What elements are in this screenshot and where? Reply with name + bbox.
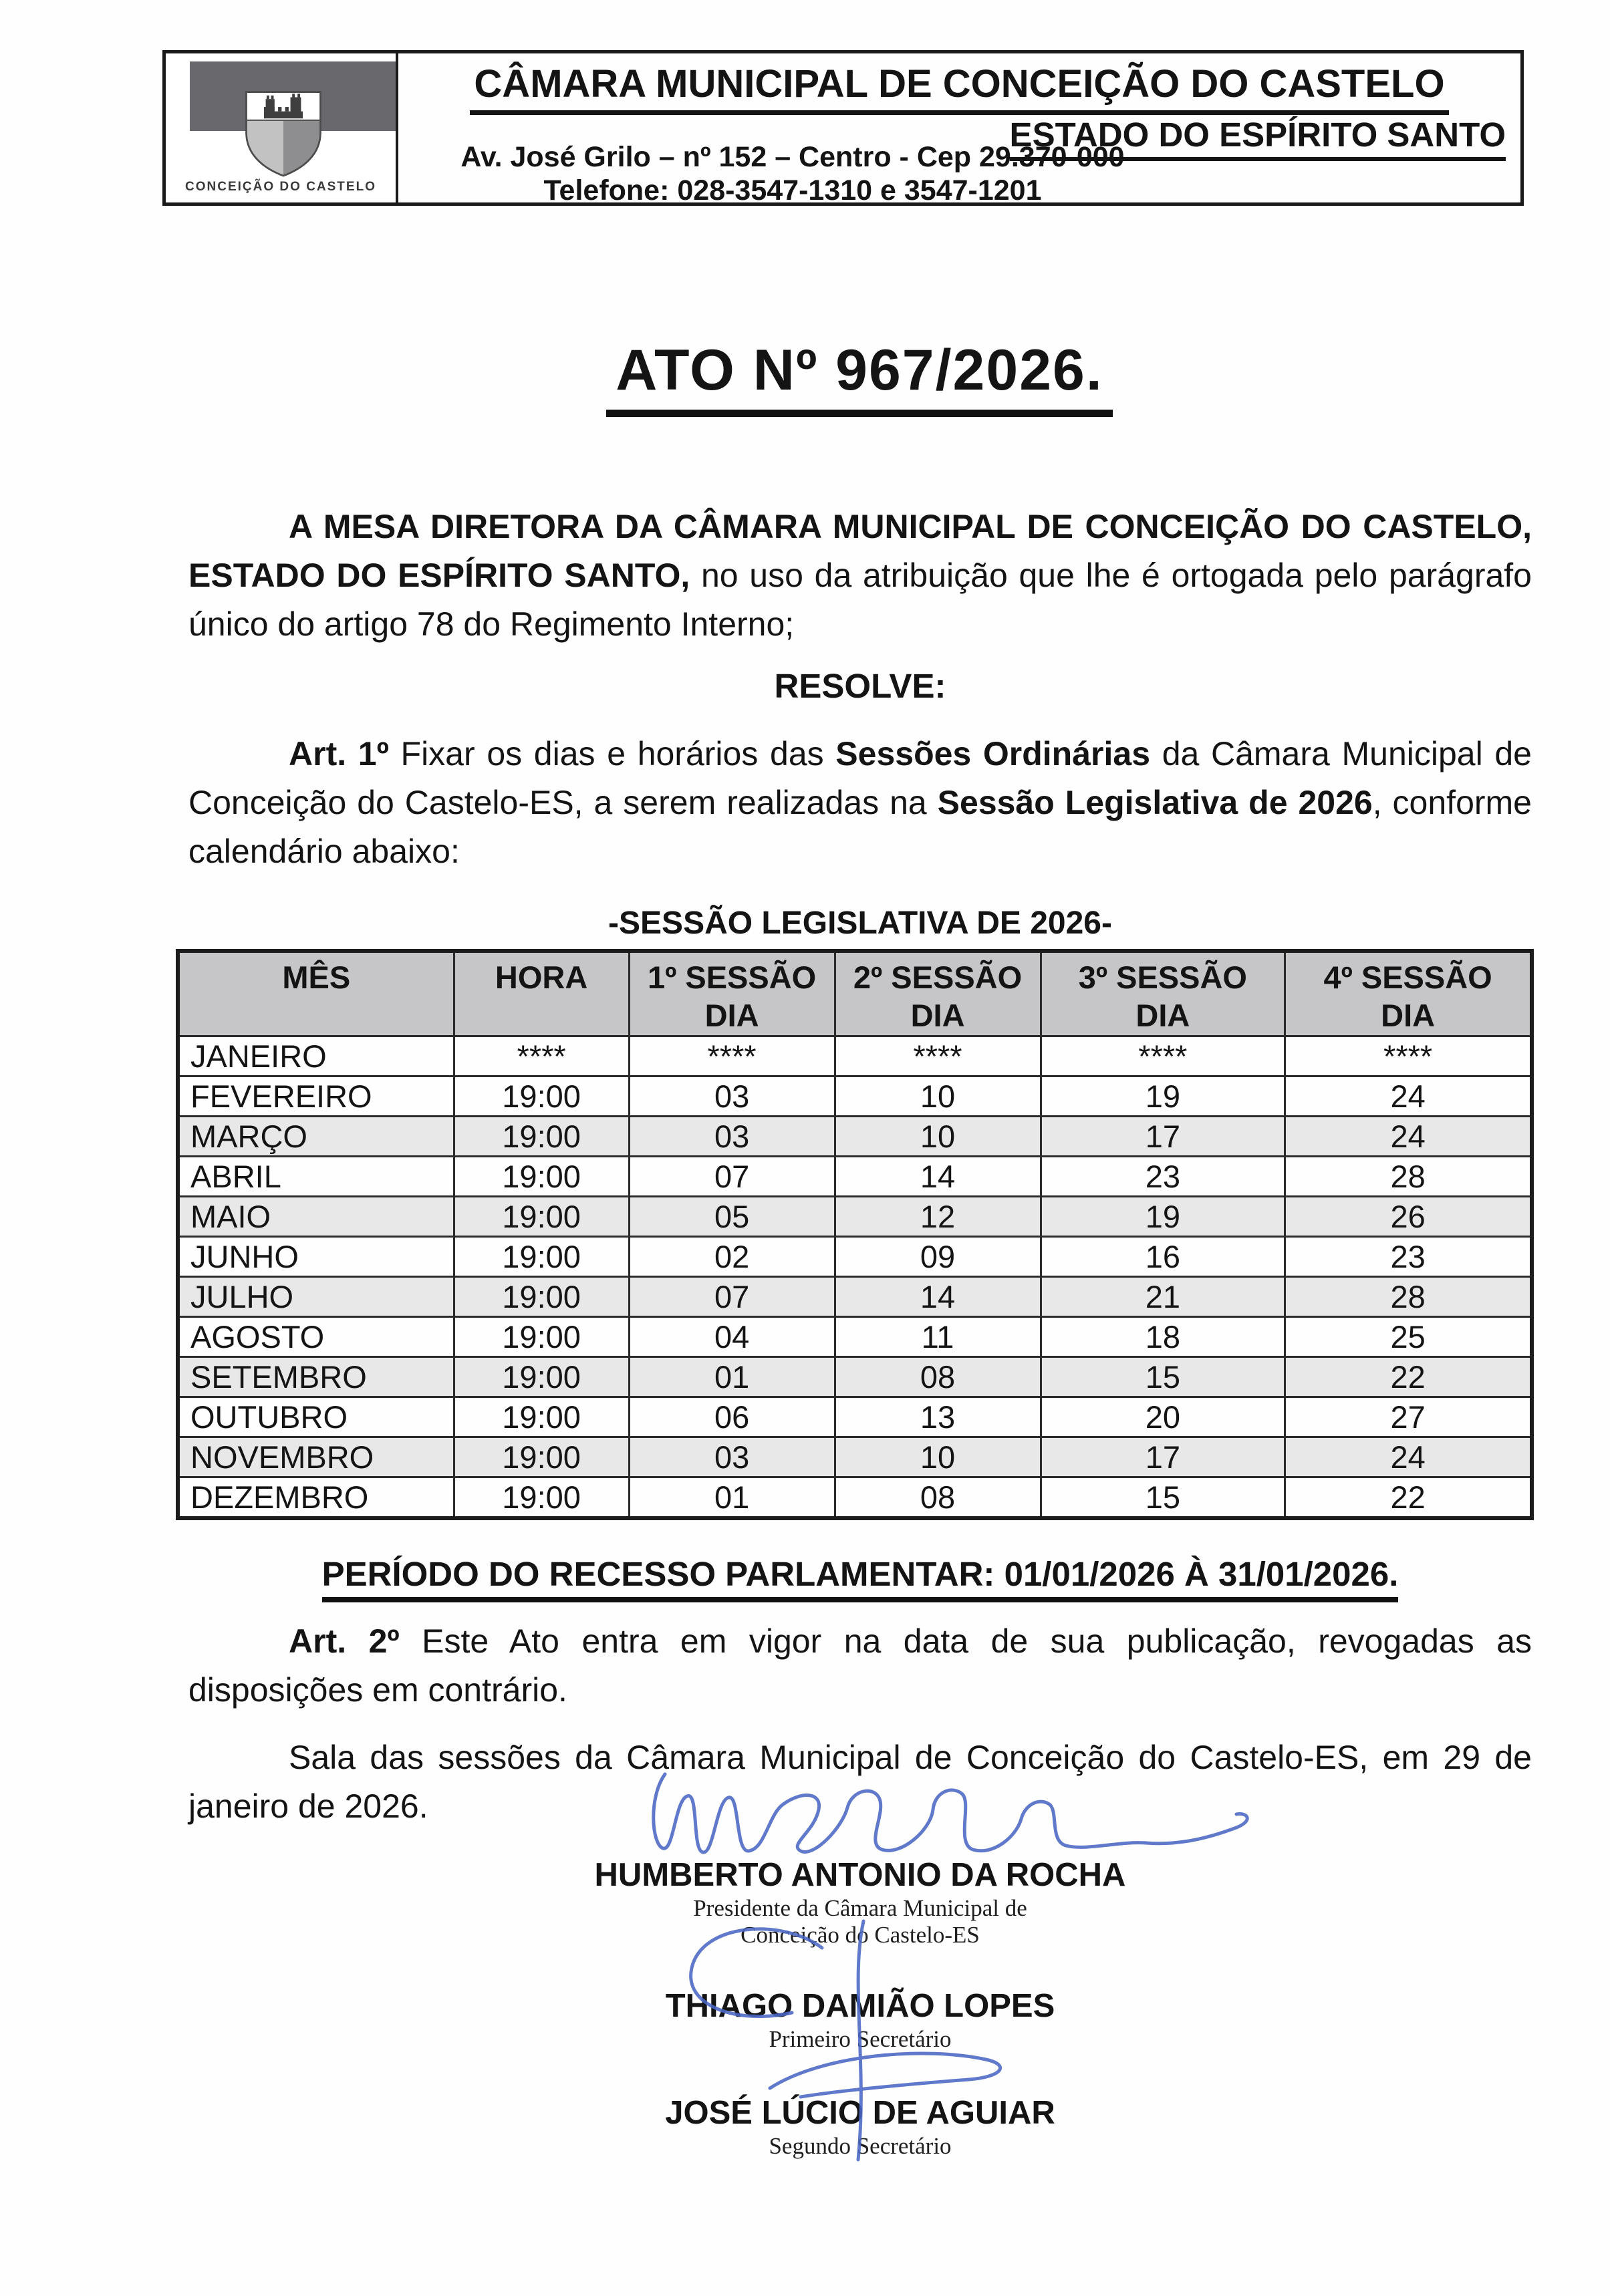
session4-day-cell: 22 — [1285, 1357, 1532, 1397]
logo-caption: CONCEIÇÃO DO CASTELO — [185, 180, 376, 194]
session3-day-cell: 15 — [1041, 1477, 1285, 1519]
month-cell: MARÇO — [178, 1117, 454, 1157]
session1-day-cell: 07 — [629, 1157, 835, 1197]
article-1-paragraph: Art. 1º Fixar os dias e horários das Sessões Ordinárias da Câmara Municipal de Conceição do Castelo-ES, a serem realizadas na Sessão Legislativa de 2026, conforme calendário abaixo: — [188, 735, 1532, 870]
table-row — [178, 1157, 1532, 1197]
table-row — [178, 1357, 1532, 1397]
col-header-sessao-3: 3º SESSÃO DIA — [1041, 951, 1285, 1036]
signer-1-role-line1: Presidente da Câmara Municipal de — [693, 1895, 1027, 1921]
article-2-lead: Art. 2º — [289, 1622, 400, 1660]
municipal-logo — [166, 53, 398, 202]
table-row — [178, 1237, 1532, 1277]
col-header-mes: MÊS — [178, 951, 454, 1036]
hour-cell: 19:00 — [454, 1357, 629, 1397]
signature-3-scribble — [770, 2053, 1000, 2097]
session2-day-cell: 13 — [835, 1397, 1041, 1437]
session3-day-cell: 17 — [1041, 1437, 1285, 1477]
closing-paragraph: Sala das sessões da Câmara Municipal de Conceição do Castelo-ES, em 29 de janeiro de 2026. — [188, 1739, 1532, 1825]
session-table-body — [178, 1036, 1532, 1519]
article-1-lead: Art. 1º — [289, 735, 389, 772]
session3-day-cell: 17 — [1041, 1117, 1285, 1157]
session1-day-cell: 04 — [629, 1317, 835, 1357]
session1-day-cell: 01 — [629, 1477, 835, 1519]
session1-day-cell: 03 — [629, 1077, 835, 1117]
session4-day-cell: 25 — [1285, 1317, 1532, 1357]
session3-day-cell: 19 — [1041, 1077, 1285, 1117]
session2-day-cell: 14 — [835, 1157, 1041, 1197]
table-row — [178, 1397, 1532, 1437]
session1-day-cell: 07 — [629, 1277, 835, 1317]
signer-1-name: HUMBERTO ANTONIO DA ROCHA — [594, 1857, 1126, 1893]
letterhead-text — [398, 53, 1520, 206]
act-title — [187, 337, 1532, 417]
session4-day-cell: 24 — [1285, 1437, 1532, 1477]
organization-name: CÂMARA MUNICIPAL DE CONCEIÇÃO DO CASTELO — [470, 61, 1448, 115]
address-line: Av. José Grilo – nº 152 – Centro - Cep 29.370-000 — [460, 141, 1125, 173]
month-cell: AGOSTO — [178, 1317, 454, 1357]
session4-day-cell: 26 — [1285, 1197, 1532, 1237]
session2-day-cell: 10 — [835, 1077, 1041, 1117]
col-header-hora: HORA — [454, 951, 629, 1036]
hour-cell: 19:00 — [454, 1277, 629, 1317]
session2-day-cell: 08 — [835, 1477, 1041, 1519]
session4-day-cell: 24 — [1285, 1117, 1532, 1157]
month-cell: MAIO — [178, 1197, 454, 1237]
session3-day-cell: 16 — [1041, 1237, 1285, 1277]
state-name: ESTADO DO ESPÍRITO SANTO — [1010, 115, 1506, 161]
month-cell: SETEMBRO — [178, 1357, 454, 1397]
session3-day-cell: 19 — [1041, 1197, 1285, 1237]
coat-of-arms-icon — [239, 86, 327, 180]
preamble-bold: A MESA DIRETORA DA CÂMARA MUNICIPAL DE CONCEIÇÃO DO CASTELO, ESTADO DO ESPÍRITO SANTO, — [188, 508, 1532, 594]
session3-day-cell: 23 — [1041, 1157, 1285, 1197]
session3-day-cell: 18 — [1041, 1317, 1285, 1357]
session4-day-cell: 23 — [1285, 1237, 1532, 1277]
hour-cell: 19:00 — [454, 1117, 629, 1157]
session2-day-cell: 09 — [835, 1237, 1041, 1277]
signer-2-name: THIAGO DAMIÃO LOPES — [665, 1988, 1055, 2024]
table-row — [178, 1036, 1532, 1077]
session1-day-cell: 05 — [629, 1197, 835, 1237]
month-cell: JULHO — [178, 1277, 454, 1317]
table-row — [178, 1317, 1532, 1357]
month-cell: NOVEMBRO — [178, 1437, 454, 1477]
session4-day-cell: **** — [1285, 1036, 1532, 1077]
month-cell: DEZEMBRO — [178, 1477, 454, 1519]
hour-cell: 19:00 — [454, 1317, 629, 1357]
signer-2-role: Primeiro Secretário — [769, 2026, 952, 2052]
hour-cell: 19:00 — [454, 1437, 629, 1477]
session3-day-cell: **** — [1041, 1036, 1285, 1077]
session1-day-cell: **** — [629, 1036, 835, 1077]
month-cell: JANEIRO — [178, 1036, 454, 1077]
signer-3-name: JOSÉ LÚCIO DE AGUIAR — [665, 2095, 1055, 2131]
session1-day-cell: 03 — [629, 1117, 835, 1157]
session2-day-cell: 12 — [835, 1197, 1041, 1237]
hour-cell: 19:00 — [454, 1237, 629, 1277]
session2-day-cell: **** — [835, 1036, 1041, 1077]
col-header-sessao-2: 2º SESSÃO DIA — [835, 951, 1041, 1036]
session2-day-cell: 08 — [835, 1357, 1041, 1397]
recess-notice-text: PERÍODO DO RECESSO PARLAMENTAR: 01/01/2026 À 31/01/2026. — [322, 1554, 1399, 1602]
session1-day-cell: 06 — [629, 1397, 835, 1437]
table-caption: -SESSÃO LEGISLATIVA DE 2026- — [608, 905, 1112, 941]
col-header-sessao-1: 1º SESSÃO DIA — [629, 951, 835, 1036]
session4-day-cell: 24 — [1285, 1077, 1532, 1117]
table-row — [178, 1197, 1532, 1237]
signer-1-role-line2: Conceição do Castelo-ES — [741, 1922, 980, 1948]
col-header-sessao-4: 4º SESSÃO DIA — [1285, 951, 1532, 1036]
session4-day-cell: 28 — [1285, 1157, 1532, 1197]
month-cell: FEVEREIRO — [178, 1077, 454, 1117]
month-cell: OUTUBRO — [178, 1397, 454, 1437]
table-row — [178, 1437, 1532, 1477]
table-row — [178, 1477, 1532, 1519]
session4-day-cell: 22 — [1285, 1477, 1532, 1519]
month-cell: JUNHO — [178, 1237, 454, 1277]
preamble-paragraph — [188, 503, 1532, 649]
session2-day-cell: 14 — [835, 1277, 1041, 1317]
act-title-text: ATO Nº 967/2026. — [606, 337, 1113, 417]
session-calendar-table — [176, 949, 1534, 1520]
session3-day-cell: 15 — [1041, 1357, 1285, 1397]
recess-notice — [188, 1554, 1532, 1602]
hour-cell: 19:00 — [454, 1397, 629, 1437]
letterhead — [162, 50, 1524, 206]
hour-cell: 19:00 — [454, 1477, 629, 1519]
session4-day-cell: 28 — [1285, 1277, 1532, 1317]
month-cell: ABRIL — [178, 1157, 454, 1197]
session2-day-cell: 10 — [835, 1437, 1041, 1477]
hour-cell: 19:00 — [454, 1197, 629, 1237]
session3-day-cell: 20 — [1041, 1397, 1285, 1437]
table-row — [178, 1277, 1532, 1317]
resolve-heading: RESOLVE: — [774, 667, 946, 705]
session3-day-cell: 21 — [1041, 1277, 1285, 1317]
session2-day-cell: 10 — [835, 1117, 1041, 1157]
session1-day-cell: 01 — [629, 1357, 835, 1397]
table-header — [178, 951, 1532, 1036]
hour-cell: 19:00 — [454, 1157, 629, 1197]
hour-cell: 19:00 — [454, 1077, 629, 1117]
hour-cell: **** — [454, 1036, 629, 1077]
preamble-rest: no uso da atribuição que lhe é ortogada pelo parágrafo único do artigo 78 do Regimento Interno; — [188, 557, 1532, 643]
phone-line: Telefone: 028-3547-1310 e 3547-1201 — [543, 174, 1042, 206]
session1-day-cell: 02 — [629, 1237, 835, 1277]
session4-day-cell: 27 — [1285, 1397, 1532, 1437]
table-row — [178, 1117, 1532, 1157]
session2-day-cell: 11 — [835, 1317, 1041, 1357]
session1-day-cell: 03 — [629, 1437, 835, 1477]
article-2-paragraph: Art. 2º Este Ato entra em vigor na data de sua publicação, revogadas as disposições em contrário. — [188, 1622, 1532, 1709]
signer-3-role: Segundo Secretário — [769, 2133, 952, 2159]
table-row — [178, 1077, 1532, 1117]
